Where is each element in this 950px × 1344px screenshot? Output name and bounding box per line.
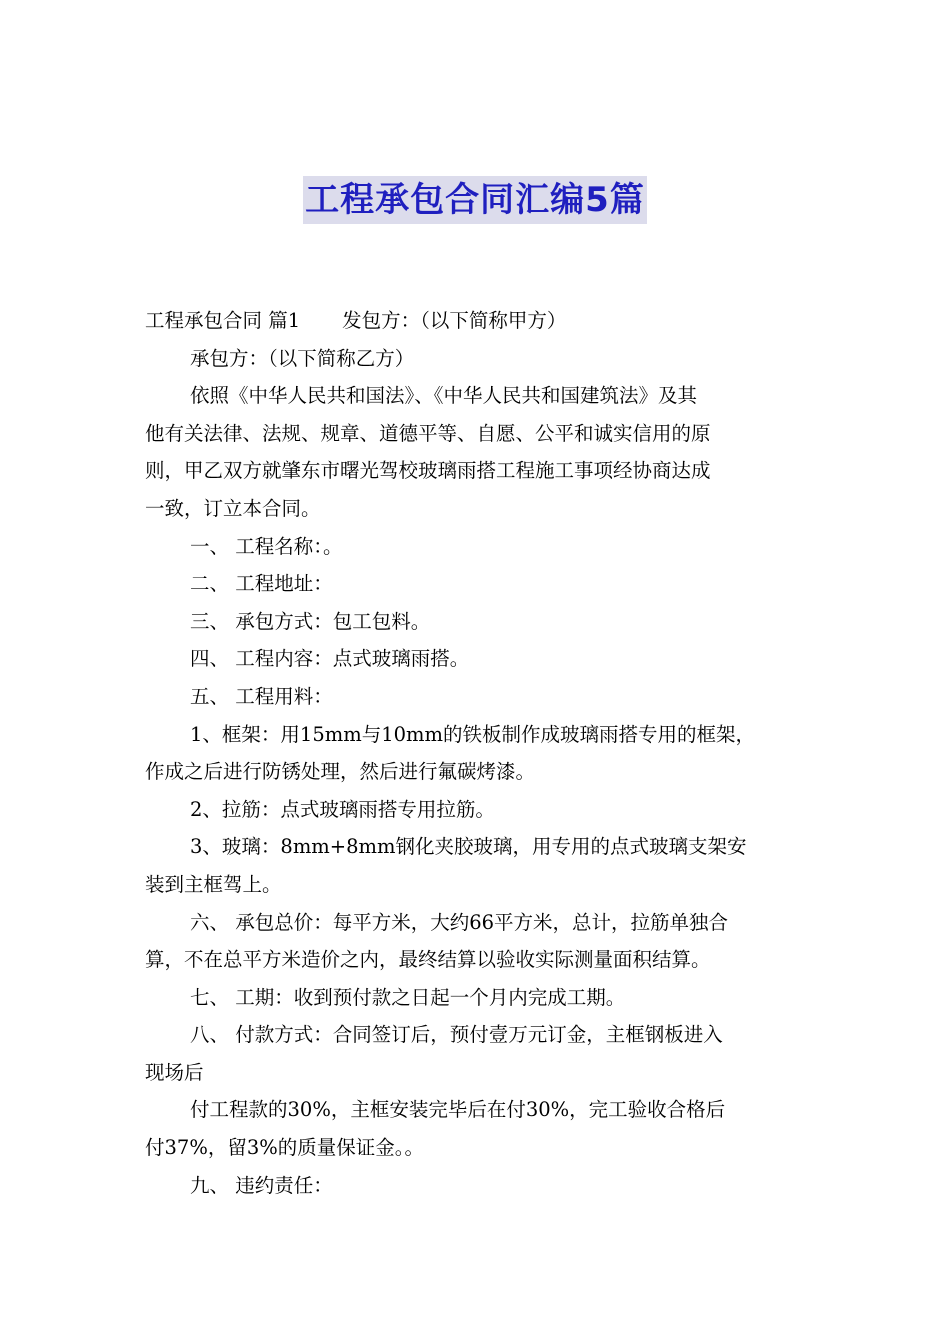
paragraph-line: 承包方：（以下简称乙方） <box>190 346 415 370</box>
paragraph-line: 付工程款的30%，主框安装完毕后在付30%，完工验收合格后 <box>190 1098 726 1122</box>
paragraph-line: 八、 付款方式：合同签订后，预付壹万元订金，主框钢板进入 <box>190 1023 723 1047</box>
document-title: 工程承包合同汇编5篇 <box>303 176 647 224</box>
paragraph-line: 九、 违约责任： <box>190 1173 333 1197</box>
document-body <box>145 302 815 1204</box>
line-text: 发包方：（以下简称甲方） <box>342 309 567 332</box>
paragraph-line: 2、拉筋：点式玻璃雨搭专用拉筋。 <box>190 797 495 821</box>
paragraph-line: 二、 工程地址： <box>190 572 333 596</box>
paragraph-line: 四、 工程内容：点式玻璃雨搭。 <box>190 647 470 671</box>
paragraph-line: 则，甲乙双方就肇东市曙光驾校玻璃雨搭工程施工事项经协商达成 <box>145 459 711 483</box>
paragraph-line: 依照《中华人民共和国法》、《中华人民共和国建筑法》及其 <box>190 384 698 408</box>
paragraph-line: 1、框架：用15mm与10mm的铁板制作成玻璃雨搭专用的框架， <box>190 722 755 746</box>
paragraph-line: 一致，订立本合同。 <box>145 496 321 520</box>
paragraph-line: 三、 承包方式：包工包料。 <box>190 609 431 633</box>
paragraph-line: 六、 承包总价：每平方米，大约66平方米，总计，拉筋单独合 <box>190 910 729 934</box>
paragraph-line: 付37%，留3%的质量保证金。。 <box>145 1136 425 1160</box>
paragraph-line: 算，不在总平方米造价之内，最终结算以验收实际测量面积结算。 <box>145 948 711 972</box>
paragraph-line: 3、玻璃：8mm+8mm钢化夹胶玻璃，用专用的点式玻璃支架安 <box>190 835 747 859</box>
paragraph-line: 七、 工期：收到预付款之日起一个月内完成工期。 <box>190 985 626 1009</box>
paragraph-line <box>145 302 815 340</box>
paragraph-line: 现场后 <box>145 1060 204 1084</box>
paragraph-line: 他有关法律、法规、规章、道德平等、自愿、公平和诚实信用的原 <box>145 421 711 445</box>
title-container <box>0 176 950 224</box>
section-heading: 工程承包合同 篇1 <box>145 309 301 332</box>
paragraph-line: 一、 工程名称：。 <box>190 534 343 558</box>
paragraph-line: 作成之后进行防锈处理，然后进行氟碳烤漆。 <box>145 760 536 784</box>
paragraph-line: 装到主框驾上。 <box>145 872 282 896</box>
paragraph-line: 五、 工程用料： <box>190 684 333 708</box>
